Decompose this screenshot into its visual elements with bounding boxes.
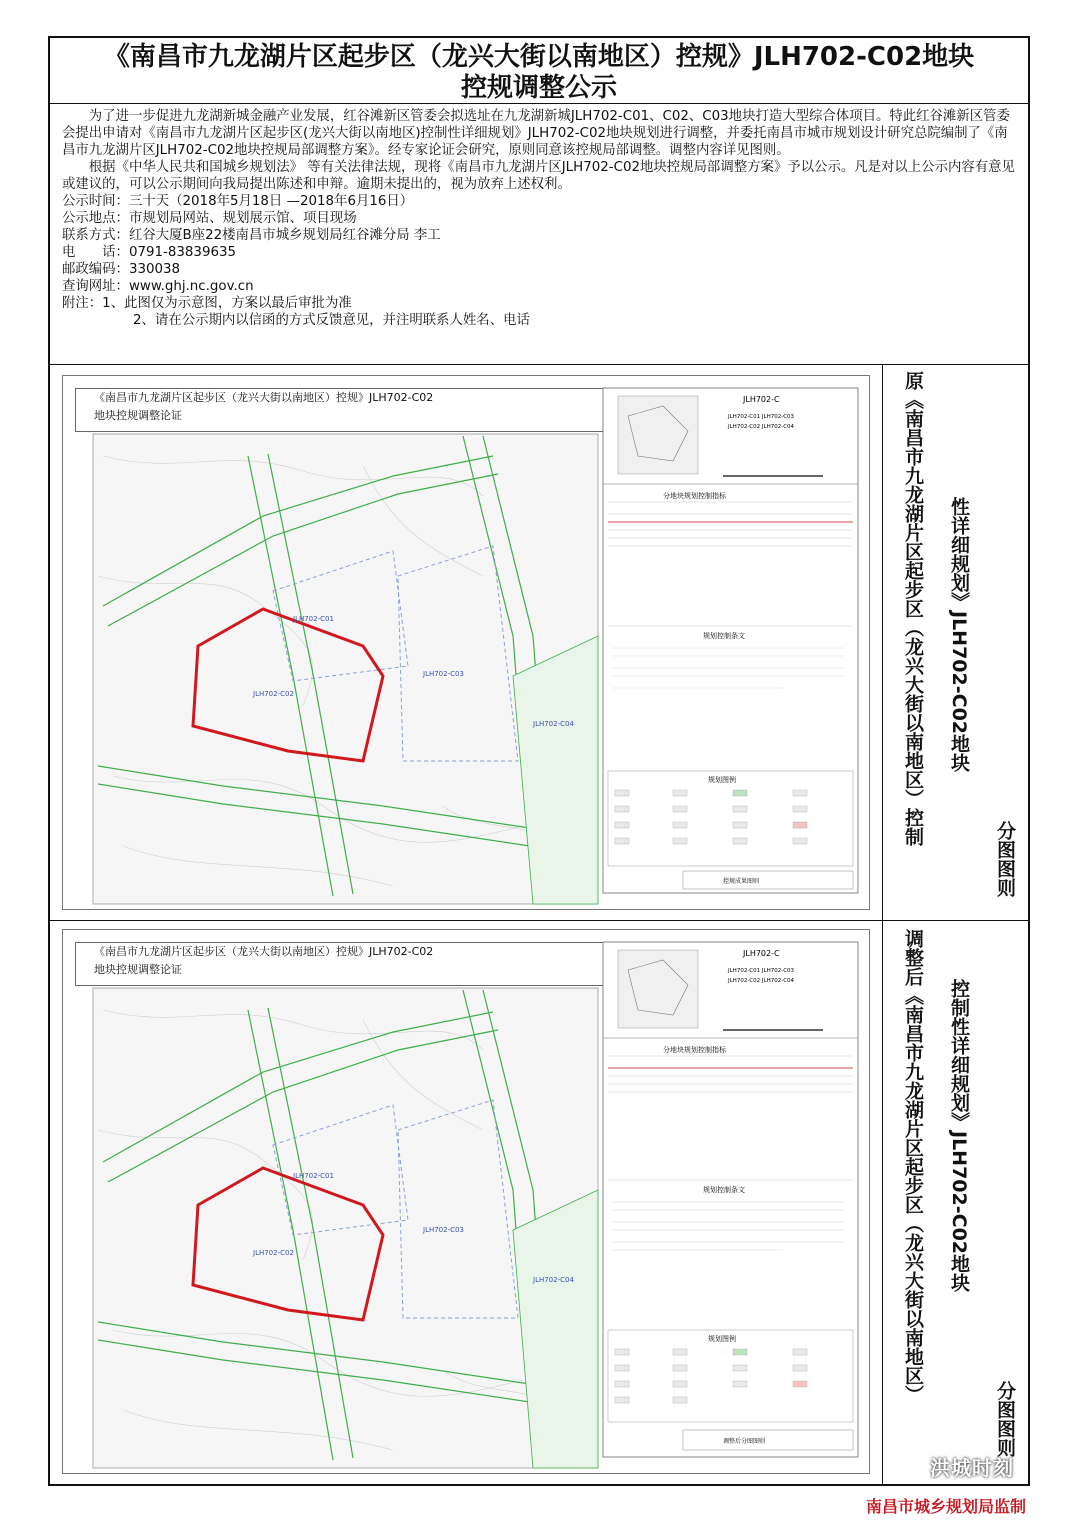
table-heading: 分地块规划控制指标 (663, 1046, 726, 1054)
notice-period: 公示时间：三十天（2018年5月18日 —2018年6月16日） (62, 194, 414, 209)
side-label-c: 分图图则 (994, 821, 1016, 897)
side-label-adjusted (882, 921, 1028, 1486)
legend-block (603, 942, 858, 1457)
side-label-c: 分图图则 (994, 1381, 1016, 1457)
parcel-label-c02: JLH702-C02 (253, 1249, 294, 1257)
panel-original (50, 365, 882, 920)
parcel-label-c04: JLH702-C04 (533, 1276, 574, 1284)
drawing-title-line-2: 地块控规调整论证 (94, 963, 182, 976)
map-area (93, 434, 598, 904)
side-label-original (882, 365, 1028, 920)
index-code: JLH702-C (743, 949, 780, 958)
side-label-b: 性详细规划》JLH702-C02地块 (948, 497, 970, 773)
drawing-title-line-2: 地块控规调整论证 (94, 409, 182, 422)
notice-website[interactable]: 查询网址：www.ghj.nc.gov.cn (62, 279, 254, 294)
index-code: JLH702-C (743, 395, 780, 404)
table-heading: 分地块规划控制指标 (663, 492, 726, 500)
notice-annex-1: 附注：1、此图仅为示意图，方案以最后审批为准 (62, 296, 352, 311)
drawing-adjusted (62, 929, 870, 1474)
side-label-a: 原《南昌市九龙湖片区起步区（龙兴大街以南地区）控制 (902, 371, 924, 846)
watermark: 洪城时刻 (930, 1456, 1014, 1480)
parcel-label-c03: JLH702-C03 (423, 1226, 464, 1234)
notice-place: 公示地点：市规划局网站、规划展示馆、项目现场 (62, 211, 357, 226)
parcel-label-c01: JLH702-C01 (293, 1172, 334, 1180)
parcel-label-c02: JLH702-C02 (253, 690, 294, 698)
plan-drawing (63, 376, 869, 909)
title-line-2: 控规调整公示 (460, 73, 617, 103)
notice-frame (48, 36, 1030, 1486)
index-row-2: JLH702-C02 JLH702-C04 (728, 978, 795, 984)
notice-paragraph-1: 为了进一步促进九龙湖新城金融产业发展，红谷滩新区管委会拟选址在九龙湖新城JLH702-C01、C02、C03地块打造大型综合体项目。特此红谷滩新区管委会提出申请对《南昌市九龙湖片区起步区(龙兴大街以南地区)控制性详细规划》JLH702-C02地块规划进行调整，并委托南昌市城市规划设计研究总院编制了《南昌市九龙湖片区JLH702-C02地块控规局部调整方案》。经专家论证会研究，原则同意该控规局部调整。调整内容详见图则。 (62, 109, 1010, 158)
drawing-stamp: 调整后分图图则 (723, 1438, 766, 1445)
side-label-a: 调整后《南昌市九龙湖片区起步区（龙兴大街以南地区） (902, 929, 924, 1404)
notice-text (62, 108, 1020, 329)
parcel-label-c04: JLH702-C04 (533, 720, 574, 728)
drawing-original (62, 375, 870, 910)
drawing-stamp: 控规成果图则 (723, 878, 760, 885)
notice-postcode: 邮政编码：330038 (62, 262, 181, 277)
legend-block (603, 388, 858, 893)
notice-paragraph-2: 根据《中华人民共和国城乡规划法》 等有关法律法规，现将《南昌市九龙湖片区JLH702-C02地块控规局部调整方案》予以公示。凡是对以上公示内容有意见或建议的，可以公示期间向我局提出陈述和申辩。逾期未提出的，视为放弃上述权利。 (62, 160, 1015, 192)
plan-drawing (63, 930, 869, 1473)
notes-heading: 规划控制条文 (703, 632, 745, 640)
footer-credit: 南昌市城乡规划局监制 (865, 1497, 1026, 1516)
notice-annex-2: 2、请在公示期内以信函的方式反馈意见，并注明联系人姓名、电话 (133, 313, 530, 328)
parcel-label-c01: JLH702-C01 (293, 615, 334, 623)
side-label-b: 控制性详细规划》JLH702-C02地块 (948, 979, 970, 1293)
drawing-title-line-1: 《南昌市九龙湖片区起步区（龙兴大街以南地区）控规》JLH702-C02 (94, 391, 434, 404)
legend-heading: 规划图例 (708, 1335, 736, 1343)
title-line-1: 《南昌市九龙湖片区起步区（龙兴大街以南地区）控规》JLH702-C02地块 (103, 42, 975, 72)
drawing-title-line-1: 《南昌市九龙湖片区起步区（龙兴大街以南地区）控规》JLH702-C02 (94, 945, 434, 958)
page-title (50, 38, 1028, 104)
index-row-1: JLH702-C01 JLH702-C03 (728, 968, 795, 974)
notice-contact: 联系方式：红谷大厦B座22楼南昌市城乡规划局红谷滩分局 李工 (62, 228, 441, 243)
parcel-label-c03: JLH702-C03 (423, 670, 464, 678)
index-row-1: JLH702-C01 JLH702-C03 (728, 414, 795, 420)
panel-adjusted (50, 921, 882, 1486)
legend-heading: 规划图例 (708, 776, 736, 784)
index-row-2: JLH702-C02 JLH702-C04 (728, 424, 795, 430)
notice-phone: 电 话：0791-83839635 (62, 245, 237, 260)
notes-heading: 规划控制条文 (703, 1186, 745, 1194)
map-area (93, 988, 598, 1468)
